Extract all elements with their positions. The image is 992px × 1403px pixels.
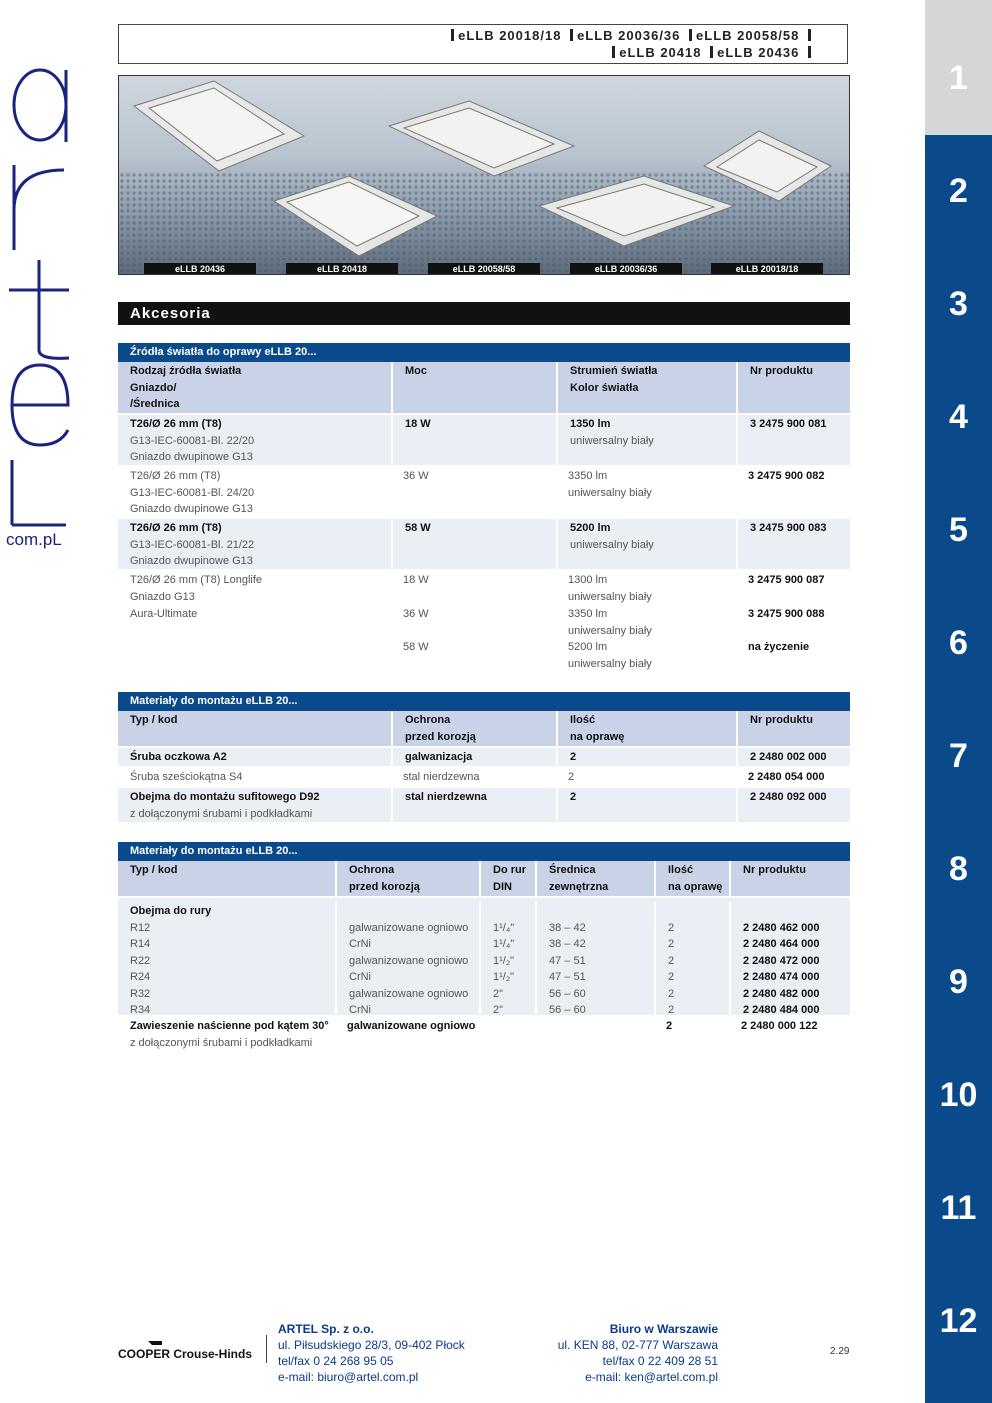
table-row: Śruba oczkowa A2 galwanizacja 2 2 2480 002 000 <box>118 748 850 766</box>
section-title: Akcesoria <box>118 302 850 325</box>
pipe-mounting-table <box>118 842 850 1053</box>
tab-chapter-2[interactable]: 2 <box>949 172 968 210</box>
model-line-2 <box>608 45 815 60</box>
cooper-crouse-hinds-logo: COOPER Crouse-Hinds <box>118 1347 253 1361</box>
light-sources-table <box>118 343 850 672</box>
tab-chapter-10[interactable]: 10 <box>939 1076 978 1114</box>
table-row: 58 W 5200 lm uniwersalny biały na życzenie <box>403 641 810 670</box>
table-header-row <box>118 362 850 413</box>
table-row: Obejma do montażu sufitowego D92 z dołączonymi śrubami i podkładkami stal nierdzewna 2 2 2480 092 000 <box>118 788 850 822</box>
table-row: Śruba sześciokątna S4 stal nierdzewna 2 2 2480 054 000 <box>130 771 825 783</box>
tab-chapter-9[interactable]: 9 <box>949 963 968 1001</box>
tab-chapter-4[interactable]: 4 <box>949 398 968 436</box>
model-list-header <box>118 24 848 64</box>
table-row: Zawieszenie naścienne pod kątem 30° z dołączonymi śrubami i podkładkami galwanizowane ogniowo 2 2 2480 000 122 <box>130 1020 818 1049</box>
tab-chapter-6[interactable]: 6 <box>949 624 968 662</box>
tab-chapter-3[interactable]: 3 <box>949 285 968 323</box>
header-cell: Nr produktu <box>736 362 850 413</box>
artel-logo <box>4 60 74 560</box>
tab-chapter-12[interactable]: 12 <box>939 1302 978 1340</box>
table-row: T26/Ø 26 mm (T8) Longlife Gniazdo G13 18 W 1300 lm uniwersalny biały 3 2475 900 087 <box>130 574 825 603</box>
header-cell: Moc <box>391 362 556 413</box>
photo-label: eLLB 20436 <box>144 263 256 275</box>
pipe-clamp-group: Obejma do rury R12 R14 R22 R24 R32 R34 galwanizowane ogniowo CrNi galwanizowane ogniowo CrNi galwanizowane ogniowo CrNi 1¹/₄" 1¹/₄" 1¹/₂" 1¹/₂" 2" 2" 38 – 42 38 – 42 47 – 51 47 – 51 56 – 60 56 – 60 2 2 2 2 2 2 2 2480 462 000 2 2480 464 000 2 2480 472 000 2 2480 474 000 2 2480 482 000 2 2480 484 000 <box>118 898 850 1015</box>
model-line-1 <box>447 28 815 43</box>
header-cell: Strumień światła Kolor światła <box>556 362 736 413</box>
tab-chapter-7[interactable]: 7 <box>949 737 968 775</box>
table-title: Źródła światła do oprawy eLLB 20... <box>118 343 850 362</box>
photo-label: eLLB 20018/18 <box>711 263 823 275</box>
artel-logo-suffix: com.pL <box>6 530 62 549</box>
model-name: eLLB 20436 <box>717 45 800 60</box>
company-address: ARTEL Sp. z o.o. ul. Piłsudskiego 28/3, 09-402 Płock tel/fax 0 24 268 95 05 e-mail: biuro@artel.com.pl <box>278 1322 465 1384</box>
model-name: eLLB 20018/18 <box>458 28 562 43</box>
chapter-tabs <box>925 0 992 1403</box>
table-title: Materiały do montażu eLLB 20... <box>118 692 850 711</box>
table-row: Aura-Ultimate 36 W 3350 lm uniwersalny biały 3 2475 900 088 <box>130 608 825 637</box>
tab-chapter-11[interactable]: 11 <box>940 1189 977 1227</box>
tab-chapter-1[interactable]: 1 <box>925 22 992 135</box>
table-header-row: Typ / kod Ochrona przed korozją Ilość na oprawę Nr produktu <box>118 711 850 746</box>
tab-chapter-5[interactable]: 5 <box>949 511 968 549</box>
table-row: T26/Ø 26 mm (T8) G13-IEC-60081-Bl. 24/20 Gniazdo dwupinowe G13 36 W 3350 lm uniwersalny biały 3 2475 900 082 <box>130 470 825 515</box>
model-name: eLLB 20036/36 <box>577 28 681 43</box>
photo-label: eLLB 20036/36 <box>570 263 682 275</box>
model-name: eLLB 20418 <box>619 45 702 60</box>
page-number: 2.29 <box>830 1346 850 1357</box>
product-photo <box>118 75 850 275</box>
model-name: eLLB 20058/58 <box>696 28 800 43</box>
table-header-row: Typ / kod Ochrona przed korozją Do rur DIN Średnica zewnętrzna Ilość na oprawę Nr produktu <box>118 861 850 896</box>
photo-label: eLLB 20418 <box>286 263 398 275</box>
office-address: Biuro w Warszawie ul. KEN 88, 02-777 Warszawa tel/fax 0 22 409 28 51 e-mail: ken@artel.com.pl <box>557 1322 718 1384</box>
photo-label: eLLB 20058/58 <box>428 263 540 275</box>
tab-chapter-8[interactable]: 8 <box>949 850 968 888</box>
mounting-materials-table <box>118 692 850 822</box>
header-cell: Rodzaj źródła światła Gniazdo/ /Średnica <box>130 365 242 410</box>
footer-divider <box>266 1335 267 1363</box>
table-title: Materiały do montażu eLLB 20... <box>118 842 850 861</box>
table-row: T26/Ø 26 mm (T8) G13-IEC-60081-Bl. 22/20 Gniazdo dwupinowe G13 18 W 1350 lm uniwersalny biały 3 2475 900 081 <box>118 415 850 465</box>
table-row: T26/Ø 26 mm (T8) G13-IEC-60081-Bl. 21/22 Gniazdo dwupinowe G13 58 W 5200 lm uniwersalny biały 3 2475 900 083 <box>118 519 850 569</box>
